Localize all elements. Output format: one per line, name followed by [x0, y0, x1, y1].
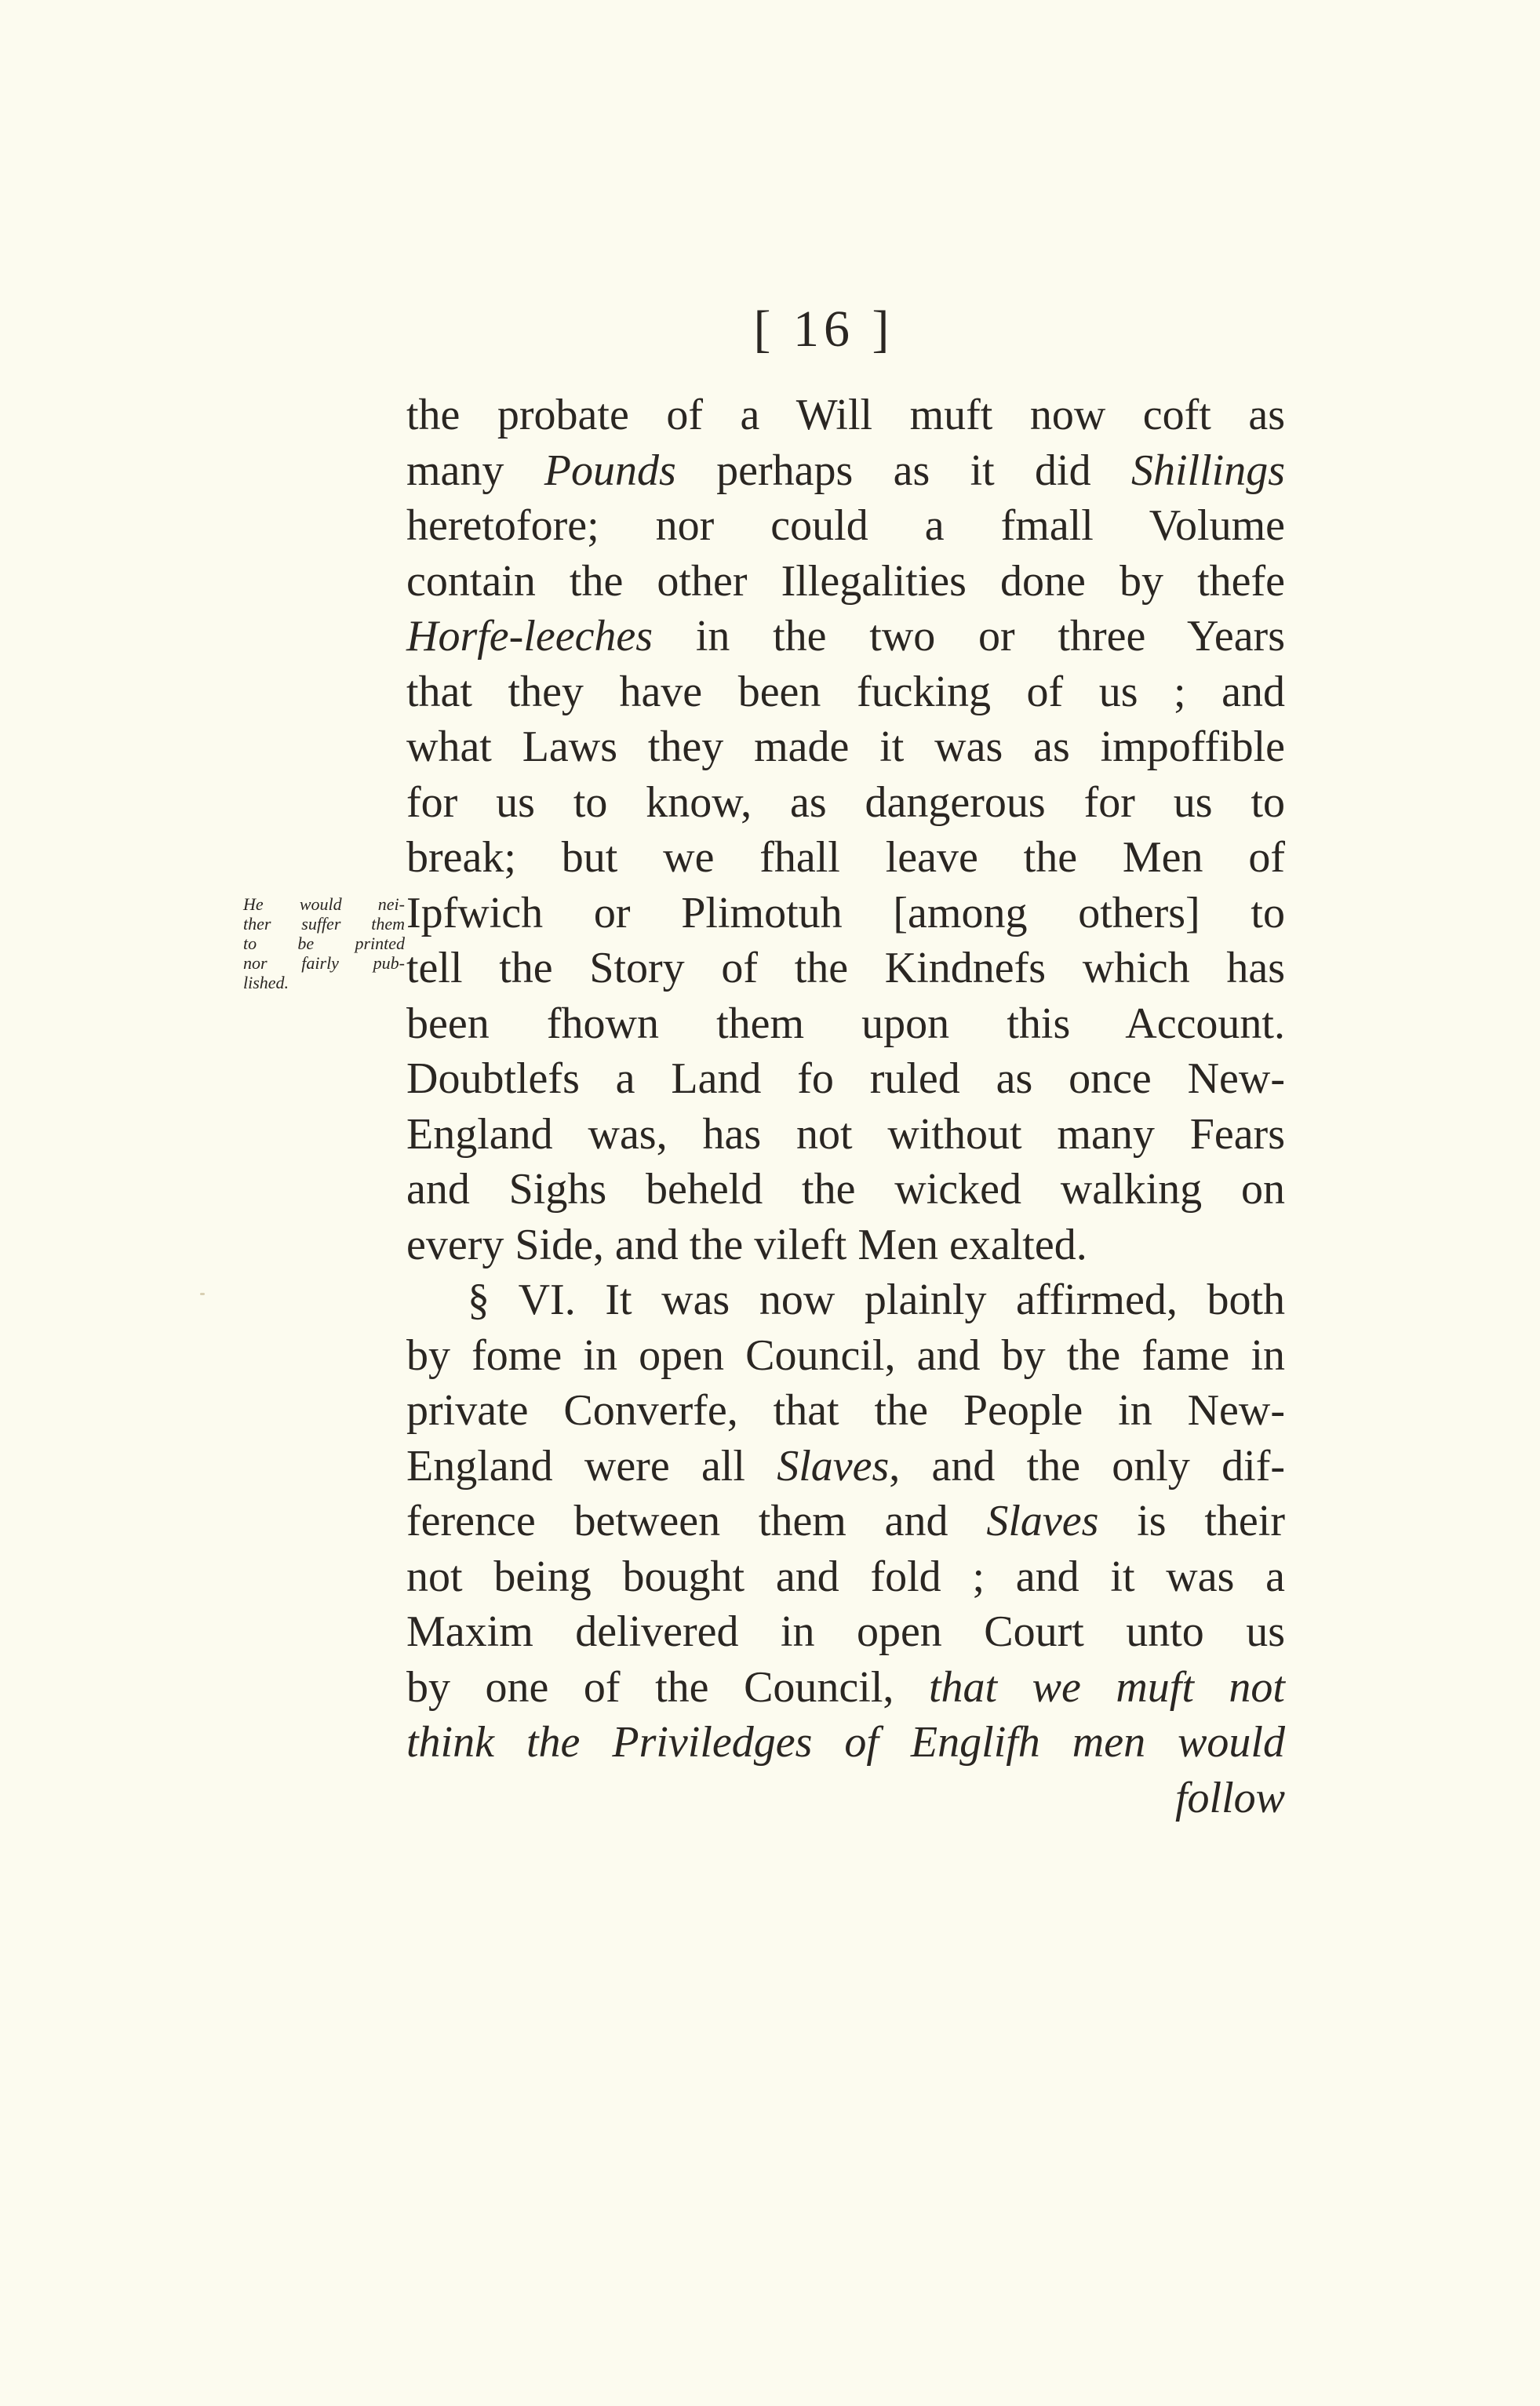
- text-line: [406, 1272, 1285, 1328]
- text-line: [406, 1107, 1285, 1163]
- body-text: [406, 388, 1285, 1825]
- italic-text: that we muft not: [928, 1662, 1285, 1712]
- text-line: [406, 719, 1285, 775]
- text-line: [406, 941, 1285, 996]
- italic-text: Slaves: [777, 1441, 890, 1491]
- italic-text: follow: [1174, 1773, 1285, 1822]
- text-segment: is their: [1098, 1497, 1285, 1545]
- marginal-note-line: He would nei-: [243, 894, 405, 914]
- italic-text: Slaves: [986, 1497, 1099, 1545]
- italic-text: Horfe-leeches: [406, 612, 653, 661]
- text-line: [406, 443, 1285, 499]
- text-line: [406, 498, 1285, 554]
- text-segment: heretofore; nor could a fmall Volume: [406, 501, 1285, 550]
- text-segment: that they have been fucking of us ; and: [406, 667, 1285, 716]
- text-segment: Maxim delivered in open Court unto us: [406, 1607, 1285, 1656]
- text-line: [406, 830, 1285, 886]
- text-line: [406, 664, 1285, 720]
- text-segment: what Laws they made it was as impoffible: [406, 723, 1285, 771]
- text-segment: every Side, and the vileft Men exalted.: [406, 1220, 1087, 1269]
- text-segment: in the two or three Years: [653, 612, 1285, 661]
- text-line: [406, 1051, 1285, 1107]
- text-line: [406, 886, 1285, 941]
- text-line: [406, 388, 1285, 443]
- text-line: [406, 554, 1285, 610]
- text-segment: many: [406, 446, 544, 495]
- text-line: [406, 1549, 1285, 1605]
- text-line: [406, 1494, 1285, 1549]
- text-line: [406, 1383, 1285, 1439]
- text-line: [406, 1604, 1285, 1660]
- marginal-note-line: nor fairly pub-: [243, 953, 405, 973]
- text-segment: , and the only dif-: [889, 1441, 1285, 1491]
- text-segment: break; but we fhall leave the Men of: [406, 833, 1285, 882]
- text-segment: by fome in open Council, and by the fame in: [406, 1330, 1285, 1380]
- italic-text: think the Priviledges of Englifh men would: [406, 1718, 1285, 1767]
- text-segment: and Sighs beheld the wicked walking on: [406, 1165, 1285, 1214]
- italic-text: Pounds: [544, 446, 676, 495]
- text-segment: by one of the Council,: [406, 1662, 929, 1712]
- text-segment: contain the other Illegalities done by thefe: [406, 556, 1285, 606]
- text-line: [406, 1439, 1285, 1494]
- text-line: [406, 1660, 1285, 1716]
- text-line: [406, 1218, 1285, 1273]
- marginal-note-line: to be printed: [243, 934, 405, 953]
- text-line: [406, 775, 1285, 831]
- text-segment: Ipfwich or Plimotuh [among others] to: [406, 888, 1285, 937]
- italic-text: Shillings: [1130, 446, 1285, 495]
- marginal-note: [243, 894, 405, 992]
- page-number: [ 16 ]: [753, 300, 894, 358]
- text-segment: not being bought and fold ; and it was a: [406, 1552, 1285, 1601]
- text-segment: for us to know, as dangerous for us to: [406, 777, 1285, 827]
- text-line: [406, 1162, 1285, 1218]
- text-line: [406, 609, 1285, 664]
- text-line: [406, 1715, 1285, 1771]
- text-segment: Doubtlefs a Land fo ruled as once New-: [406, 1054, 1285, 1103]
- text-line: [406, 1771, 1285, 1826]
- text-segment: § VI. It was now plainly affirmed, both: [468, 1276, 1285, 1324]
- text-line: [406, 1328, 1285, 1384]
- text-segment: England was, has not without many Fears: [406, 1109, 1285, 1159]
- text-segment: been fhown them upon this Account.: [406, 999, 1285, 1048]
- paper-speck: [200, 1293, 205, 1295]
- text-segment: England were all: [406, 1441, 777, 1491]
- marginal-note-line: ther suffer them: [243, 914, 405, 934]
- text-segment: perhaps as it did: [675, 446, 1131, 495]
- text-segment: tell the Story of the Kindnefs which has: [406, 944, 1285, 992]
- marginal-note-line: lished.: [243, 973, 289, 992]
- text-line: [406, 996, 1285, 1052]
- text-segment: the probate of a Will muft now coft as: [406, 391, 1285, 439]
- text-segment: private Converfe, that the People in New-: [406, 1386, 1285, 1435]
- text-segment: ference between them and: [406, 1497, 987, 1545]
